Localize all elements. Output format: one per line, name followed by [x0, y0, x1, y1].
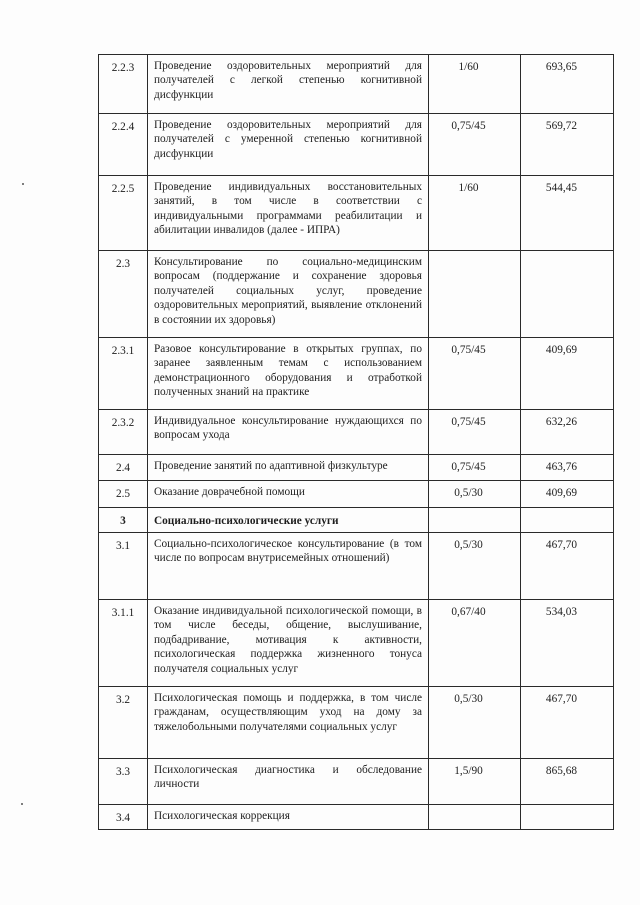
scan-speck: [21, 803, 23, 805]
table-row: [99, 687, 614, 759]
table-row: [99, 114, 614, 176]
row-number: 2.3: [99, 251, 148, 338]
table-row: [99, 251, 614, 338]
row-number: 3.1: [99, 533, 148, 600]
service-price: 463,76: [521, 455, 614, 481]
service-name: Социально-психологическое консультирование (в том числе по вопросам внутрисемейных отношений): [148, 533, 429, 600]
time-norm: 0,67/40: [429, 600, 521, 687]
service-name: Проведение занятий по адаптивной физкультуре: [148, 455, 429, 481]
time-norm: 1/60: [429, 176, 521, 251]
row-number: 2.2.4: [99, 114, 148, 176]
service-price: 467,70: [521, 687, 614, 759]
service-name: Психологическая помощь и поддержка, в том числе гражданам, осуществляющим уход на дому за тяжелобольными получателями социальных услуг: [148, 687, 429, 759]
table-row: [99, 805, 614, 830]
time-norm: 1,5/90: [429, 759, 521, 805]
row-number: 2.5: [99, 481, 148, 508]
service-name: Проведение оздоровительных мероприятий для получателей с умеренной степенью когнитивной дисфункции: [148, 114, 429, 176]
service-price: [521, 251, 614, 338]
time-norm: [429, 251, 521, 338]
service-name: Проведение оздоровительных мероприятий для получателей с легкой степенью когнитивной дисфункции: [148, 55, 429, 114]
service-price: [521, 805, 614, 830]
section-number: 3: [99, 508, 148, 533]
time-norm: 0,5/30: [429, 533, 521, 600]
service-price: 865,68: [521, 759, 614, 805]
table-row: [99, 481, 614, 508]
service-name: Психологическая коррекция: [148, 805, 429, 830]
services-table: [98, 54, 614, 830]
service-price: 569,72: [521, 114, 614, 176]
service-price: 693,65: [521, 55, 614, 114]
row-number: 3.2: [99, 687, 148, 759]
service-name: Оказание индивидуальной психологической помощи, в том числе беседы, общение, выслушивание, подбадривание, мотивация к активности, психологическая поддержка жизненного тонуса получателя социальных услуг: [148, 600, 429, 687]
table-row: [99, 759, 614, 805]
service-price: 467,70: [521, 533, 614, 600]
service-price: 534,03: [521, 600, 614, 687]
scan-speck: [22, 183, 24, 185]
service-price: 409,69: [521, 481, 614, 508]
section-title: Социально-психологические услуги: [148, 508, 429, 533]
row-number: 3.3: [99, 759, 148, 805]
row-number: 3.4: [99, 805, 148, 830]
row-number: 2.2.5: [99, 176, 148, 251]
time-norm: 0,75/45: [429, 455, 521, 481]
service-price: 544,45: [521, 176, 614, 251]
service-name: Индивидуальное консультирование нуждающихся по вопросам ухода: [148, 410, 429, 455]
service-name: Оказание доврачебной помощи: [148, 481, 429, 508]
service-price: 409,69: [521, 338, 614, 410]
table-row: [99, 410, 614, 455]
table-row: [99, 338, 614, 410]
row-number: 3.1.1: [99, 600, 148, 687]
time-norm: 0,75/45: [429, 114, 521, 176]
service-price: 632,26: [521, 410, 614, 455]
time-norm: 0,5/30: [429, 687, 521, 759]
time-norm: 0,75/45: [429, 410, 521, 455]
service-name: Разовое консультирование в открытых группах, по заранее заявленным темам с использованием демонстрационного оборудования и отработкой полученных знаний на практике: [148, 338, 429, 410]
service-name: Консультирование по социально-медицинским вопросам (поддержание и сохранение здоровья получателей социальных услуг, проведение оздоровительных мероприятий, выявление отклонений в состоянии их здоровья): [148, 251, 429, 338]
row-number: 2.4: [99, 455, 148, 481]
time-norm: 0,5/30: [429, 481, 521, 508]
service-name: Проведение индивидуальных восстановительных занятий, в том числе в соответствии с индивидуальными программами реабилитации и абилитации инвалидов (далее - ИПРА): [148, 176, 429, 251]
time-norm: [429, 508, 521, 533]
table-row: [99, 600, 614, 687]
time-norm: 0,75/45: [429, 338, 521, 410]
time-norm: [429, 805, 521, 830]
time-norm: 1/60: [429, 55, 521, 114]
service-price: [521, 508, 614, 533]
table-row: [99, 55, 614, 114]
section-row: [99, 508, 614, 533]
table-row: [99, 455, 614, 481]
row-number: 2.3.2: [99, 410, 148, 455]
service-name: Психологическая диагностика и обследование личности: [148, 759, 429, 805]
table-row: [99, 533, 614, 600]
table-row: [99, 176, 614, 251]
row-number: 2.3.1: [99, 338, 148, 410]
row-number: 2.2.3: [99, 55, 148, 114]
